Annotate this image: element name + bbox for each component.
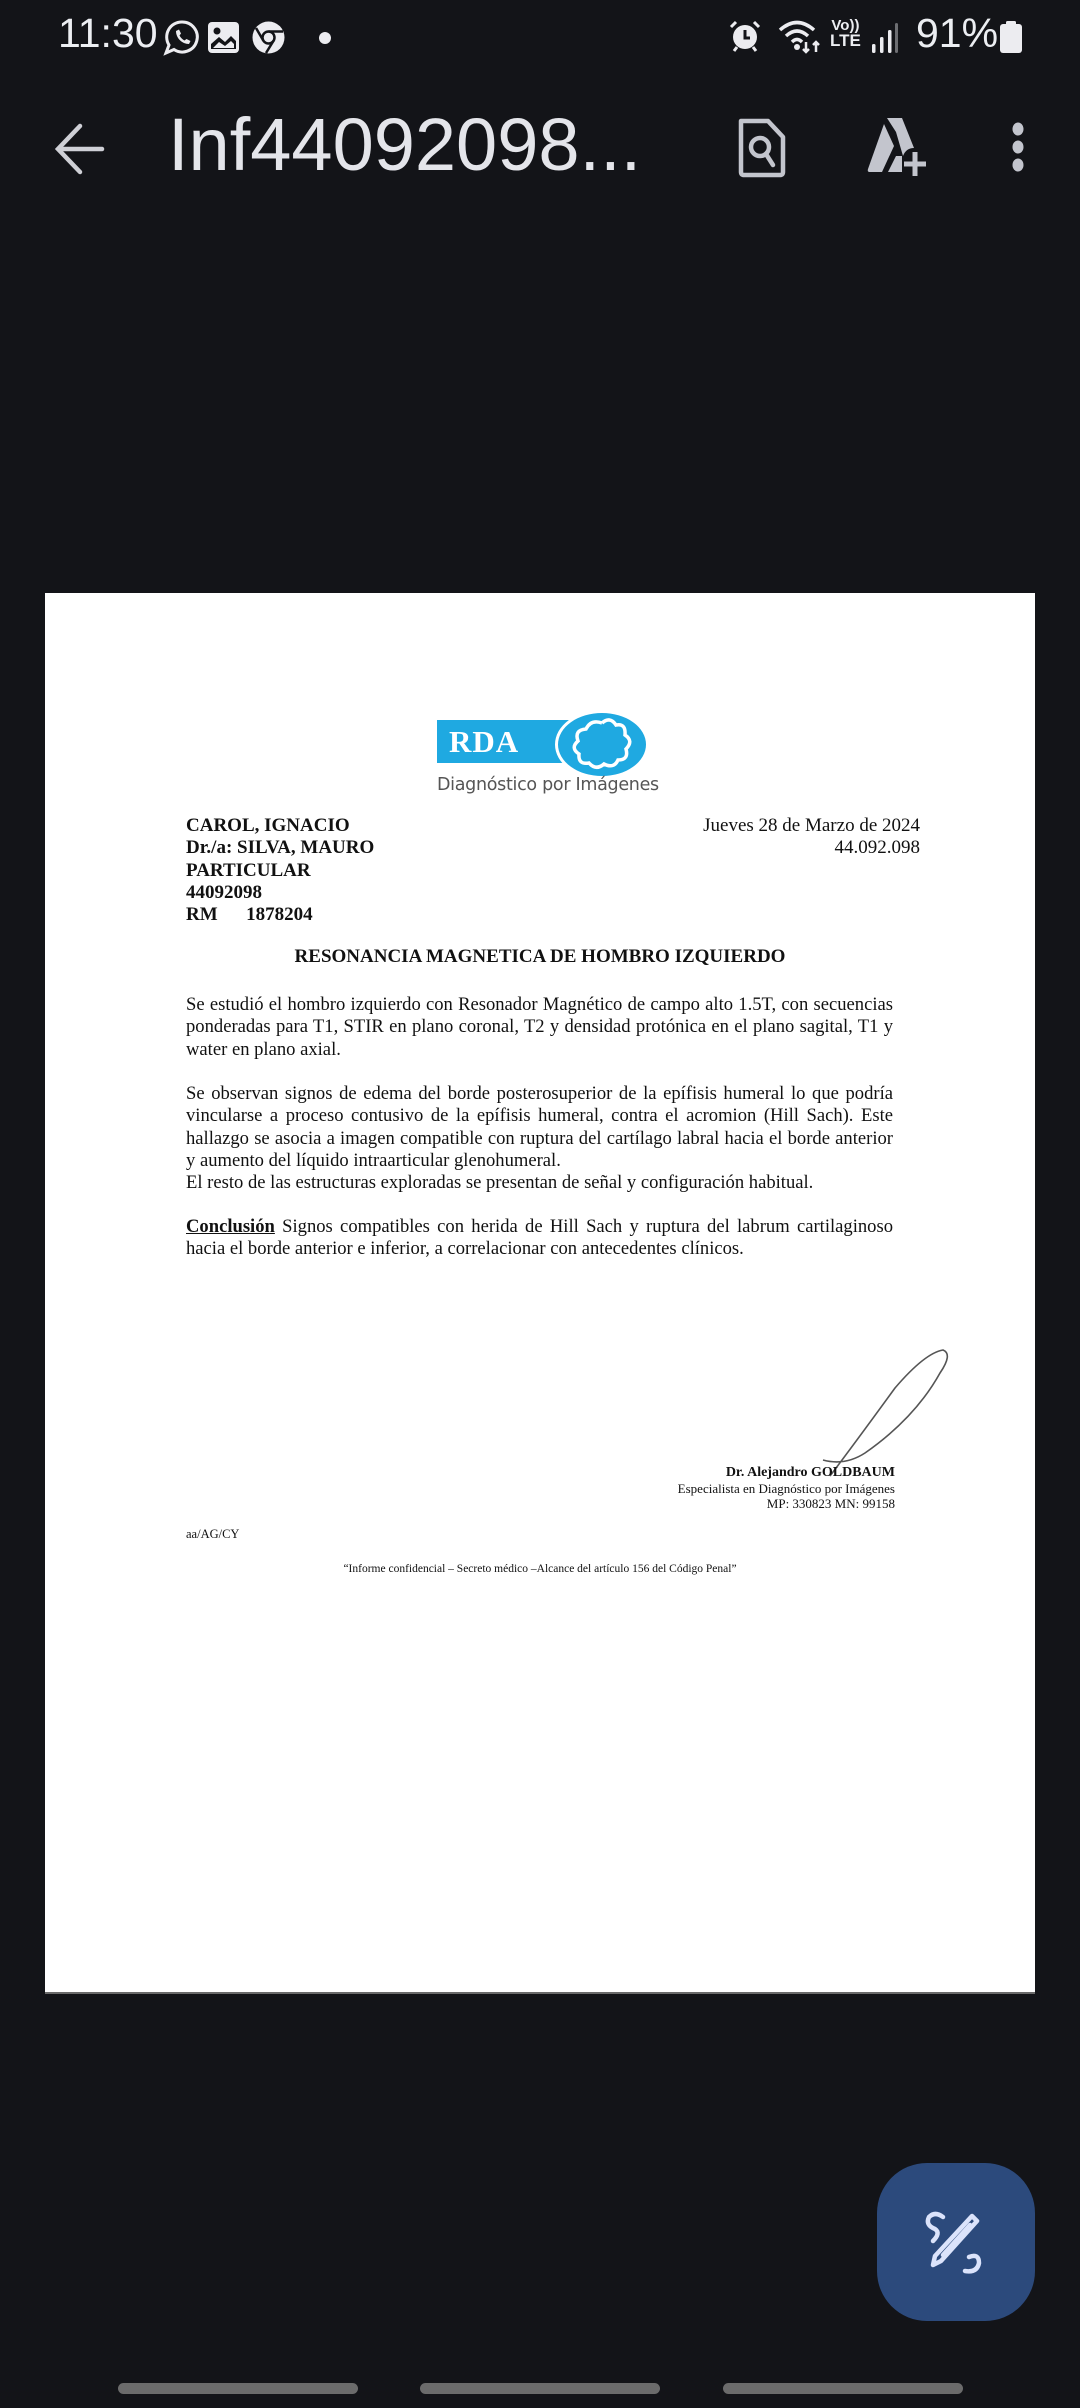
conclusion-paragraph [186, 1216, 893, 1261]
patient-name: CAROL, IGNACIO [186, 815, 350, 836]
date-block [703, 815, 920, 860]
document-page[interactable] [45, 593, 1035, 1992]
patient-id: 44092098 [186, 881, 262, 903]
signature-scribble [775, 1348, 955, 1478]
signal-icon [872, 22, 898, 59]
chrome-icon [252, 21, 285, 59]
patient-info [186, 815, 374, 926]
volte-icon [830, 18, 861, 48]
document-number: 44.092.098 [834, 837, 920, 859]
battery-percent: 91% [916, 10, 999, 56]
battery-icon [1000, 21, 1022, 58]
wifi-icon [778, 18, 824, 59]
confidentiality-note: “Informe confidencial – Secreto médico –Alcance del artículo 156 del Código Penal” [343, 1563, 737, 1575]
status-bar [0, 0, 1080, 72]
arrow-back-icon [50, 118, 110, 178]
gallery-icon [208, 22, 239, 58]
back-button[interactable] [50, 118, 110, 178]
document-title: Inf44092098... [168, 103, 642, 186]
doc-search-icon [727, 112, 797, 182]
alarm-icon [729, 20, 761, 57]
cloud-flower-icon [558, 713, 646, 776]
find-in-document-button[interactable] [727, 112, 797, 182]
nav-back-button[interactable] [723, 2383, 963, 2394]
report-date: Jueves 28 de Marzo de 2024 [703, 815, 920, 836]
typist-initials: aa/AG/CY [186, 1527, 240, 1541]
findings-text: Se observan signos de edema del borde posterosuperior de la epífisis humeral lo que podría vincularse a proceso contusivo de la epífisis humeral, contra el acromion (Hill Sach). Este hallazgo se asocia a imagen compatible con ruptura del cartílago labral hacia el borde anterior y aumento del líquido intraarticular glenohumeral. [186, 1083, 893, 1171]
app-bar [0, 90, 1080, 200]
technique-paragraph: Se estudió el hombro izquierdo con Resonador Magnético de campo alto 1.5T, con secuencias ponderadas para T1, STIR en plano coronal, T2 y densidad protónica en el plano sagital, T1 y water en plano axial. [186, 994, 893, 1060]
referring-doctor: Dr./a: SILVA, MAURO [186, 837, 375, 859]
volte-label: Vo)) [831, 17, 860, 34]
add-to-drive-button[interactable] [862, 112, 932, 182]
rm-number: RM 1878204 [186, 904, 313, 926]
report-title: RESONANCIA MAGNETICA DE HOMBRO IZQUIERDO [294, 946, 786, 967]
drive-add-icon [862, 112, 932, 182]
signer-name: Dr. Alejandro GOLDBAUM [725, 1465, 895, 1480]
logo-brand: RDA [449, 724, 520, 759]
coverage: PARTICULAR [186, 859, 311, 881]
conclusion-text: Signos compatibles con herida de Hill Sach y ruptura del labrum cartilaginoso hacia el borde anterior e inferior, a correlacionar con antecedentes clínicos. [186, 1216, 893, 1260]
findings-normal-text: El resto de las estructuras exploradas se presentan de señal y configuración habitual. [186, 1172, 814, 1194]
whatsapp-icon [163, 19, 201, 62]
conclusion-label: Conclusión [186, 1216, 275, 1237]
logo-emblem [555, 710, 649, 779]
signer-license: MP: 330823 MN: 99158 [766, 1496, 895, 1511]
annotate-fab[interactable] [877, 2163, 1035, 2321]
draw-pen-icon [921, 2207, 991, 2277]
logo-subtitle: Diagnóstico por Imágenes [437, 775, 659, 795]
rda-logo [437, 710, 659, 795]
more-notifications-dot [319, 31, 331, 49]
report-content [45, 593, 1035, 1992]
lte-label: LTE [830, 31, 861, 50]
findings-paragraph [186, 1083, 893, 1194]
more-options-button[interactable] [984, 112, 1034, 182]
more-vert-icon [984, 112, 1034, 182]
signer-title: Especialista en Diagnóstico por Imágenes [677, 1480, 895, 1496]
clock: 11:30 [58, 10, 158, 56]
nav-home-button[interactable] [420, 2383, 660, 2394]
signer-block [678, 1465, 895, 1512]
nav-recents-button[interactable] [118, 2383, 358, 2394]
